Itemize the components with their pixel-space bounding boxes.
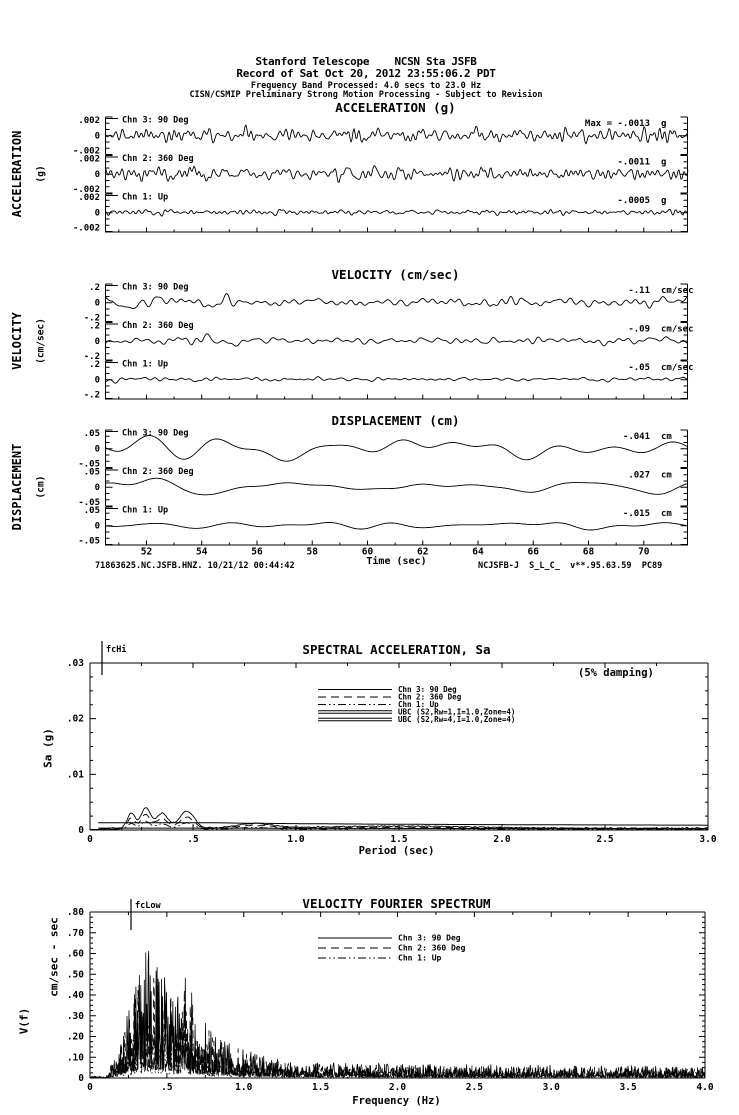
acceleration-axis-unit: (g) (35, 165, 47, 183)
velocity-axis-label: VELOCITY (10, 312, 24, 370)
vfs-y-tick-label: 0 (78, 1073, 84, 1084)
y-tick-label: .05 (83, 467, 100, 478)
vfs-y-tick-label: .10 (66, 1052, 84, 1064)
y-tick-label: -.05 (78, 536, 100, 547)
x-tick-label: 54 (195, 546, 208, 558)
y-tick-label: 0 (94, 521, 100, 532)
legend-label: Chn 3: 90 Deg (398, 685, 457, 695)
max-annotation-unit: cm (661, 509, 672, 519)
y-tick-label: 0 (94, 169, 100, 180)
y-tick-label: -.002 (72, 146, 100, 157)
channel-label: Chn 2: 360 Deg (122, 321, 194, 331)
header-notice-line: CISN/CSMIP Preliminary Strong Motion Processing - Subject to Revision (189, 90, 543, 100)
waveform-chn-3-90-deg (105, 436, 688, 462)
sa-curve-chn-2-360-deg (90, 814, 708, 829)
x-tick-label: 70 (638, 546, 650, 558)
max-annotation-unit: cm (661, 470, 672, 481)
legend-label: Chn 3: 90 Deg (398, 933, 461, 943)
x-tick-label: 58 (306, 546, 318, 558)
y-tick-label: 0 (94, 298, 100, 309)
x-tick-label: 56 (251, 546, 263, 558)
vfs-y-tick-label: .60 (66, 948, 84, 960)
max-annotation-value: -.09 (628, 324, 650, 335)
waveform-chn-1-up (105, 209, 688, 216)
legend-label: UBC (S2,Rw=4,I=1.0,Zone=4) (398, 715, 516, 725)
channel-label: Chn 1: Up (122, 505, 169, 516)
y-tick-label: 0 (94, 336, 100, 347)
max-annotation-value: -.11 (628, 286, 650, 296)
y-tick-label: 0 (94, 482, 100, 493)
sa-x-tick-label: 1.0 (287, 834, 305, 845)
vfs-y-tick-label: .30 (66, 1010, 84, 1022)
sa-x-tick-label: 3.0 (699, 834, 717, 845)
max-annotation-value: .027 (628, 470, 650, 481)
vfs-x-tick-label: 3.5 (619, 1082, 637, 1093)
max-annotation-value: -.0013 (617, 119, 650, 129)
sa-x-tick-label: 2.5 (596, 834, 614, 845)
y-tick-label: .2 (89, 360, 100, 370)
y-tick-label: .2 (89, 283, 100, 293)
y-tick-label: .05 (83, 506, 100, 516)
vfs-y-tick-label: .80 (66, 907, 84, 918)
vfs-y-axis-units-label: cm/sec - sec (47, 917, 61, 997)
x-tick-label: 68 (582, 546, 595, 558)
displacement-axis-label: DISPLACEMENT (10, 443, 24, 531)
channel-label: Chn 3: 90 Deg (122, 115, 189, 126)
y-tick-label: -.05 (78, 459, 100, 470)
legend-label: Chn 2: 360 Deg (398, 692, 462, 702)
channel-label: Chn 3: 90 Deg (122, 282, 189, 293)
legend-label: UBC (S2,Rw=1,I=1.0,Zone=4) (398, 707, 516, 717)
vfs-x-tick-label: 4.0 (696, 1082, 714, 1093)
y-tick-label: .2 (89, 321, 100, 332)
vfs-fclow-annotation: fcLow (135, 901, 161, 911)
waveform-chn-3-90-deg (105, 294, 688, 309)
max-annotation-unit: g (661, 157, 667, 168)
vfs-y-tick-label: .70 (66, 927, 84, 939)
displacement-axis-unit: (cm) (35, 475, 47, 499)
displacement-title: DISPLACEMENT (cm) (331, 413, 460, 428)
waveform-chn-2-360-deg (105, 166, 688, 183)
y-tick-label: 0 (94, 375, 100, 386)
max-annotation-unit: cm/sec (661, 363, 694, 373)
sa-x-tick-label: 1.5 (390, 834, 408, 845)
max-annotation-value: -.0011 (617, 157, 650, 168)
header-station-line: Stanford Telescope NCSN Sta JSFB (255, 55, 477, 68)
x-tick-label: 64 (472, 546, 484, 558)
sa-fchi-annotation: fcHi (106, 645, 127, 655)
channel-label: Chn 1: Up (122, 192, 169, 203)
max-annotation-prefix: Max = (584, 119, 612, 129)
vfs-x-tick-label: 1.5 (312, 1082, 330, 1093)
sa-curve-chn-3-90-deg (90, 808, 708, 830)
legend-label: Chn 1: Up (398, 700, 439, 710)
legend-label: Chn 2: 360 Deg (398, 943, 466, 953)
legend-label: Chn 1: Up (398, 953, 442, 963)
max-annotation-value: -.015 (622, 509, 650, 519)
header-band-line: Frequency Band Processed: 4.0 secs to 23.0 Hz (250, 81, 482, 91)
y-tick-label: -.05 (78, 498, 100, 508)
max-annotation-value: -.05 (628, 363, 650, 373)
vfs-x-tick-label: 1.0 (235, 1082, 253, 1093)
velocity-fourier-title: VELOCITY FOURIER SPECTRUM (302, 896, 491, 911)
y-tick-label: .002 (78, 193, 100, 203)
sa-y-tick-label: .02 (66, 713, 84, 725)
velocity-title: VELOCITY (cm/sec) (331, 267, 460, 282)
max-annotation-unit: cm (661, 432, 672, 442)
vfs-x-tick-label: 3.0 (542, 1082, 560, 1093)
max-annotation-unit: g (661, 119, 667, 129)
waveform-chn-1-up (105, 523, 688, 531)
vfs-x-tick-label: .5 (161, 1082, 173, 1093)
sa-x-tick-label: 2.0 (493, 834, 511, 845)
waveform-chn-1-up (105, 377, 688, 384)
vfs-x-tick-label: 0 (87, 1082, 93, 1093)
waveform-chn-2-360-deg (105, 334, 688, 347)
max-annotation-unit: cm/sec (661, 324, 694, 335)
vfs-x-tick-label: 2.5 (465, 1082, 483, 1093)
acceleration-axis-label: ACCELERATION (10, 130, 24, 218)
y-tick-label: .05 (83, 429, 100, 439)
footer-record-id: 71863625.NC.JSFB.HNZ. 10/21/12 00:44:42 (95, 561, 295, 571)
footer-processing-id: NCJSFB-J S_L_C_ v**.95.63.59 PC89 (478, 561, 663, 571)
header-record-line: Record of Sat Oct 20, 2012 23:55:06.2 PDT (236, 67, 496, 80)
acceleration-title: ACCELERATION (g) (335, 100, 456, 115)
channel-label: Chn 1: Up (122, 359, 169, 370)
sa-y-axis-label: Sa (g) (41, 728, 55, 768)
vfs-y-tick-label: .40 (66, 990, 84, 1001)
vfs-x-axis-label: Frequency (Hz) (352, 1095, 441, 1107)
channel-label: Chn 2: 360 Deg (122, 467, 194, 477)
y-tick-label: -.002 (72, 223, 100, 234)
channel-label: Chn 2: 360 Deg (122, 154, 194, 164)
vfs-y-tick-label: .50 (66, 969, 84, 981)
y-tick-label: 0 (94, 208, 100, 219)
x-tick-label: 60 (361, 546, 374, 558)
vfs-y-axis-label: V(f) (17, 1007, 31, 1035)
sa-damping-note: (5% damping) (578, 667, 654, 679)
sa-x-tick-label: .5 (187, 834, 199, 845)
y-tick-label: .002 (78, 116, 100, 126)
sa-x-tick-label: 0 (87, 834, 93, 845)
channel-label: Chn 3: 90 Deg (122, 428, 189, 439)
max-annotation-unit: g (661, 196, 667, 206)
y-tick-label: 0 (94, 444, 100, 455)
time-axis-label: Time (sec) (366, 556, 427, 567)
max-annotation-unit: cm/sec (661, 286, 694, 296)
waveform-chn-2-360-deg (105, 478, 688, 495)
sa-y-tick-label: .01 (66, 769, 84, 781)
sa-y-tick-label: .03 (66, 658, 84, 669)
vfs-x-tick-label: 2.0 (388, 1082, 407, 1093)
x-tick-label: 52 (140, 546, 153, 558)
x-tick-label: 66 (527, 546, 539, 558)
max-annotation-value: -.0005 (617, 196, 650, 206)
x-tick-label: 62 (417, 546, 429, 558)
y-tick-label: -.002 (72, 185, 100, 195)
velocity-axis-unit: (cm/sec) (35, 318, 47, 364)
max-annotation-value: -.041 (622, 432, 650, 442)
y-tick-label: -.2 (83, 313, 100, 324)
sa-x-axis-label: Period (sec) (358, 845, 435, 857)
sa-y-tick-label: 0 (78, 825, 84, 836)
spectral-acceleration-title: SPECTRAL ACCELERATION, Sa (302, 642, 491, 657)
y-tick-label: -.2 (83, 352, 100, 362)
y-tick-label: -.2 (83, 390, 100, 401)
y-tick-label: .002 (78, 154, 100, 165)
y-tick-label: 0 (94, 131, 100, 142)
vfs-y-tick-label: .20 (66, 1031, 84, 1043)
